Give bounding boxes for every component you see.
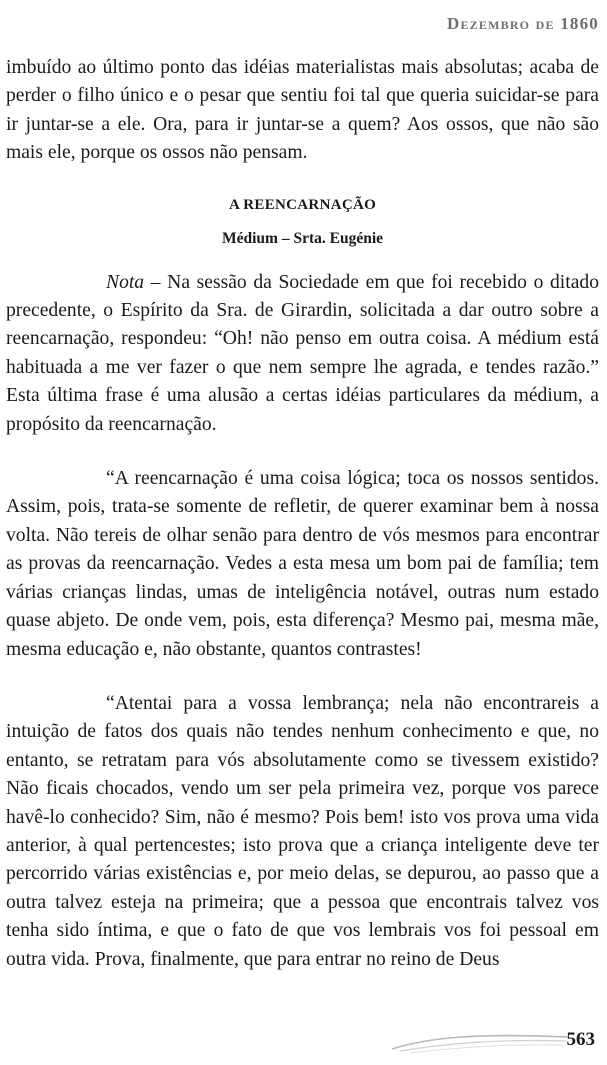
note-paragraph xyxy=(6,269,599,439)
paragraph-2: “A reencarnação é uma coisa lógica; toca os nossos sentidos. Assim, pois, trata-se somente de refletir, de querer examinar bem à nossa volta. Não tereis de olhar senão para dentro de vós mesmos para encontrar as provas da reencarnação. Vedes a esta mesa um bom pai de família; tem várias crianças lindas, umas de inteligência notável, outras num estado quase abjeto. De onde vem, pois, esta diferença? Mesmo pai, mesma mãe, mesma educação e, não obstante, quantos contrastes! xyxy=(6,468,599,660)
page-body xyxy=(6,54,599,974)
note-label: Nota xyxy=(106,271,145,293)
section-subtitle: Médium – Srta. Eugénie xyxy=(221,229,384,247)
paragraph-3: “Atentai para a vossa lembrança; nela não encontrareis a intuição de fatos dos quais não tendes nenhum conhecimento e que, no entanto, se retratam para vós absolutamente como se tivessem existido? Não ficais chocados, vendo um ser pela primeira vez, porque vos parece havê-lo conhecido? Sim, não é mesmo? Pois bem! isto vos prova uma vida anterior, à qual pertencestes; isto prova que a criança inteligente deve ter percorrido várias existências e, por meio delas, se depurou, ao passo que a outra talvez esteja na primeira; que a pessoa que encontrais talvez vos tenha sido íntima, e que o fato de que vos lembrais vos foi pessoal em outra vida. Prova, finalmente, que para entrar no reino de Deus xyxy=(6,692,599,970)
paragraph-continued: imbuído ao último ponto das idéias materialistas mais absolutas; acaba de perder o filho único e o pesar que sentiu foi tal que queria suicidar-se para ir juntar-se a ele. Ora, para ir juntar-se a quem? Aos ossos, que não são mais ele, porque os ossos não pensam. xyxy=(6,57,599,164)
section-title: A REENCARNAÇÃO xyxy=(228,196,377,213)
note-text: – Na sessão da Sociedade em que foi recebido o ditado precedente, o Espírito da Sra. de Girardin, solicitada a dar outro sobre a reencarnação, respondeu: “Oh! não penso em outra coisa. A médium está habituada a me ver fazer o que nem sempre lhe agrada, e tendes razão.” Esta última frase é uma alusão a certas idéias particulares da médium, a propósito da reencarnação. xyxy=(6,271,599,435)
running-header: Dezembro de 1860 xyxy=(447,14,599,33)
page-footer xyxy=(0,1025,607,1065)
swoosh-ornament-icon xyxy=(390,1027,570,1057)
page-number: 563 xyxy=(566,1029,595,1050)
